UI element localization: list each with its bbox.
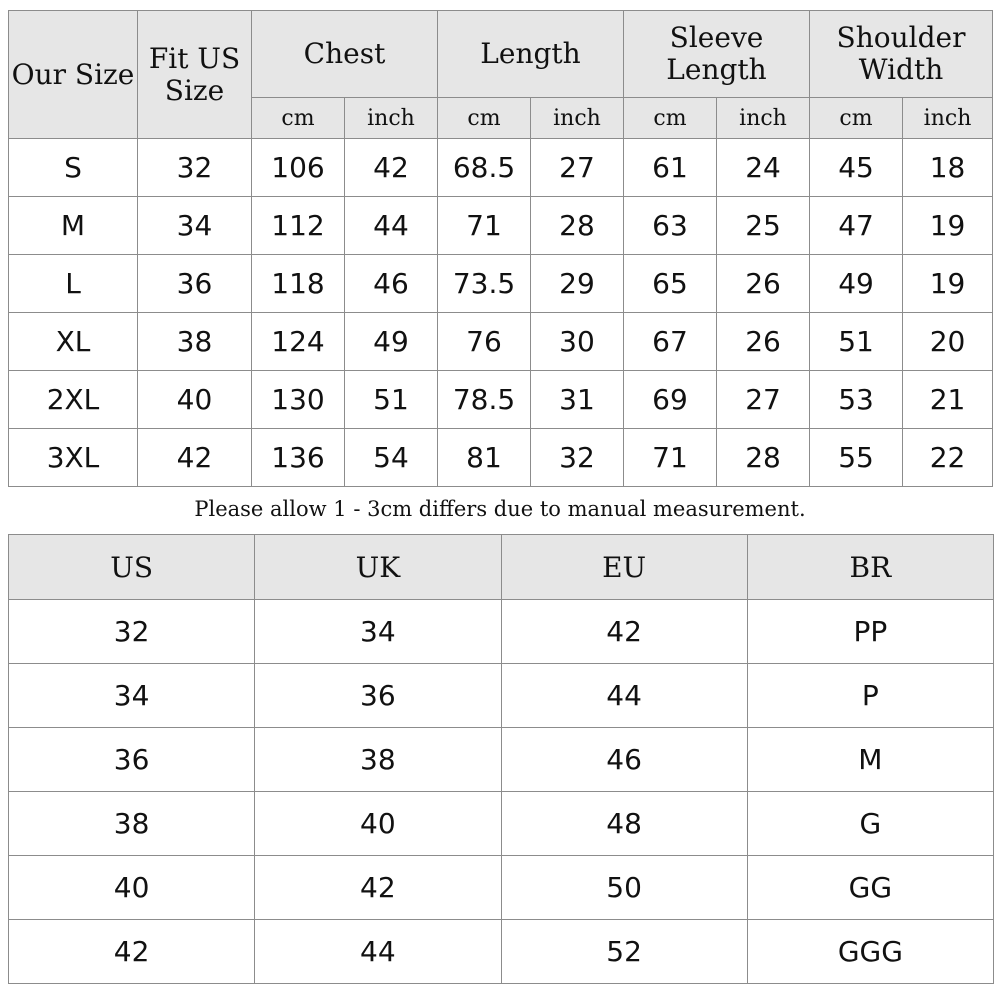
size-cell: 21 (903, 371, 993, 429)
unit-header-cm: cm (252, 98, 345, 139)
size-cell: 31 (531, 371, 624, 429)
size-chart-table (8, 10, 993, 487)
size-row (9, 371, 993, 429)
conversion-header-row (9, 535, 994, 600)
conversion-cell: 46 (501, 728, 747, 792)
unit-header-inch: inch (345, 98, 438, 139)
size-cell: 78.5 (438, 371, 531, 429)
conversion-cell: 34 (255, 600, 501, 664)
size-cell: 22 (903, 429, 993, 487)
size-cell: M (9, 197, 138, 255)
conversion-cell: 40 (255, 792, 501, 856)
conversion-cell: GG (747, 856, 993, 920)
conversion-row (9, 600, 994, 664)
conversion-cell: 42 (255, 856, 501, 920)
shoulder-width-header: Shoulder Width (810, 11, 993, 98)
unit-header-cm: cm (438, 98, 531, 139)
size-cell: 30 (531, 313, 624, 371)
size-cell: 3XL (9, 429, 138, 487)
size-cell: 73.5 (438, 255, 531, 313)
conversion-row (9, 728, 994, 792)
size-row (9, 313, 993, 371)
conversion-cell: 38 (255, 728, 501, 792)
size-cell: 65 (624, 255, 717, 313)
size-cell: L (9, 255, 138, 313)
size-cell: 19 (903, 255, 993, 313)
conversion-row (9, 856, 994, 920)
conversion-cell: 52 (501, 920, 747, 984)
size-cell: 51 (810, 313, 903, 371)
size-cell: 71 (624, 429, 717, 487)
sleeve-length-header: Sleeve Length (624, 11, 810, 98)
size-cell: 45 (810, 139, 903, 197)
size-cell: 47 (810, 197, 903, 255)
conversion-header-br: BR (747, 535, 993, 600)
size-cell: 24 (717, 139, 810, 197)
chest-header: Chest (252, 11, 438, 98)
size-cell: 67 (624, 313, 717, 371)
size-chart-header-row (9, 11, 993, 98)
size-cell: 26 (717, 255, 810, 313)
size-cell: 54 (345, 429, 438, 487)
size-cell: 34 (138, 197, 252, 255)
size-cell: 27 (531, 139, 624, 197)
size-cell: 40 (138, 371, 252, 429)
unit-header-inch: inch (531, 98, 624, 139)
conversion-cell: GGG (747, 920, 993, 984)
size-cell: S (9, 139, 138, 197)
conversion-header-us: US (9, 535, 255, 600)
size-cell: 29 (531, 255, 624, 313)
conversion-header-uk: UK (255, 535, 501, 600)
size-cell: 68.5 (438, 139, 531, 197)
conversion-cell: 34 (9, 664, 255, 728)
our-size-header: Our Size (9, 11, 138, 139)
conversion-row (9, 920, 994, 984)
conversion-cell: 40 (9, 856, 255, 920)
size-cell: 28 (531, 197, 624, 255)
size-cell: 44 (345, 197, 438, 255)
unit-header-cm: cm (624, 98, 717, 139)
conversion-cell: 50 (501, 856, 747, 920)
size-row (9, 255, 993, 313)
unit-header-cm: cm (810, 98, 903, 139)
size-cell: 76 (438, 313, 531, 371)
conversion-cell: 42 (9, 920, 255, 984)
conversion-cell: PP (747, 600, 993, 664)
conversion-cell: P (747, 664, 993, 728)
size-cell: 36 (138, 255, 252, 313)
size-cell: 49 (345, 313, 438, 371)
size-cell: 32 (138, 139, 252, 197)
size-cell: 71 (438, 197, 531, 255)
size-cell: 27 (717, 371, 810, 429)
conversion-cell: 32 (9, 600, 255, 664)
size-row (9, 429, 993, 487)
size-cell: 19 (903, 197, 993, 255)
unit-header-inch: inch (903, 98, 993, 139)
conversion-cell: 44 (255, 920, 501, 984)
size-cell: 26 (717, 313, 810, 371)
conversion-cell: 48 (501, 792, 747, 856)
conversion-cell: M (747, 728, 993, 792)
size-cell: 106 (252, 139, 345, 197)
size-row (9, 139, 993, 197)
conversion-row (9, 664, 994, 728)
size-cell: 49 (810, 255, 903, 313)
measurement-note: Please allow 1 - 3cm differs due to manual measurement. (194, 497, 806, 521)
conversion-cell: 38 (9, 792, 255, 856)
size-cell: 25 (717, 197, 810, 255)
size-cell: 112 (252, 197, 345, 255)
unit-header-inch: inch (717, 98, 810, 139)
size-cell: 130 (252, 371, 345, 429)
conversion-cell: G (747, 792, 993, 856)
size-cell: 2XL (9, 371, 138, 429)
size-cell: 38 (138, 313, 252, 371)
conversion-cell: 42 (501, 600, 747, 664)
size-cell: 42 (345, 139, 438, 197)
size-cell: 61 (624, 139, 717, 197)
size-cell: 81 (438, 429, 531, 487)
fit-us-size-header: Fit US Size (138, 11, 252, 139)
conversion-header-eu: EU (501, 535, 747, 600)
size-cell: 20 (903, 313, 993, 371)
size-cell: 18 (903, 139, 993, 197)
conversion-cell: 44 (501, 664, 747, 728)
conversion-cell: 36 (255, 664, 501, 728)
size-cell: 63 (624, 197, 717, 255)
size-conversion-table (8, 534, 994, 984)
conversion-cell: 36 (9, 728, 255, 792)
size-row (9, 197, 993, 255)
size-cell: XL (9, 313, 138, 371)
size-cell: 55 (810, 429, 903, 487)
conversion-row (9, 792, 994, 856)
size-cell: 42 (138, 429, 252, 487)
size-cell: 46 (345, 255, 438, 313)
size-cell: 53 (810, 371, 903, 429)
size-cell: 51 (345, 371, 438, 429)
size-cell: 69 (624, 371, 717, 429)
size-cell: 124 (252, 313, 345, 371)
length-header: Length (438, 11, 624, 98)
size-cell: 136 (252, 429, 345, 487)
size-cell: 118 (252, 255, 345, 313)
size-cell: 28 (717, 429, 810, 487)
size-cell: 32 (531, 429, 624, 487)
